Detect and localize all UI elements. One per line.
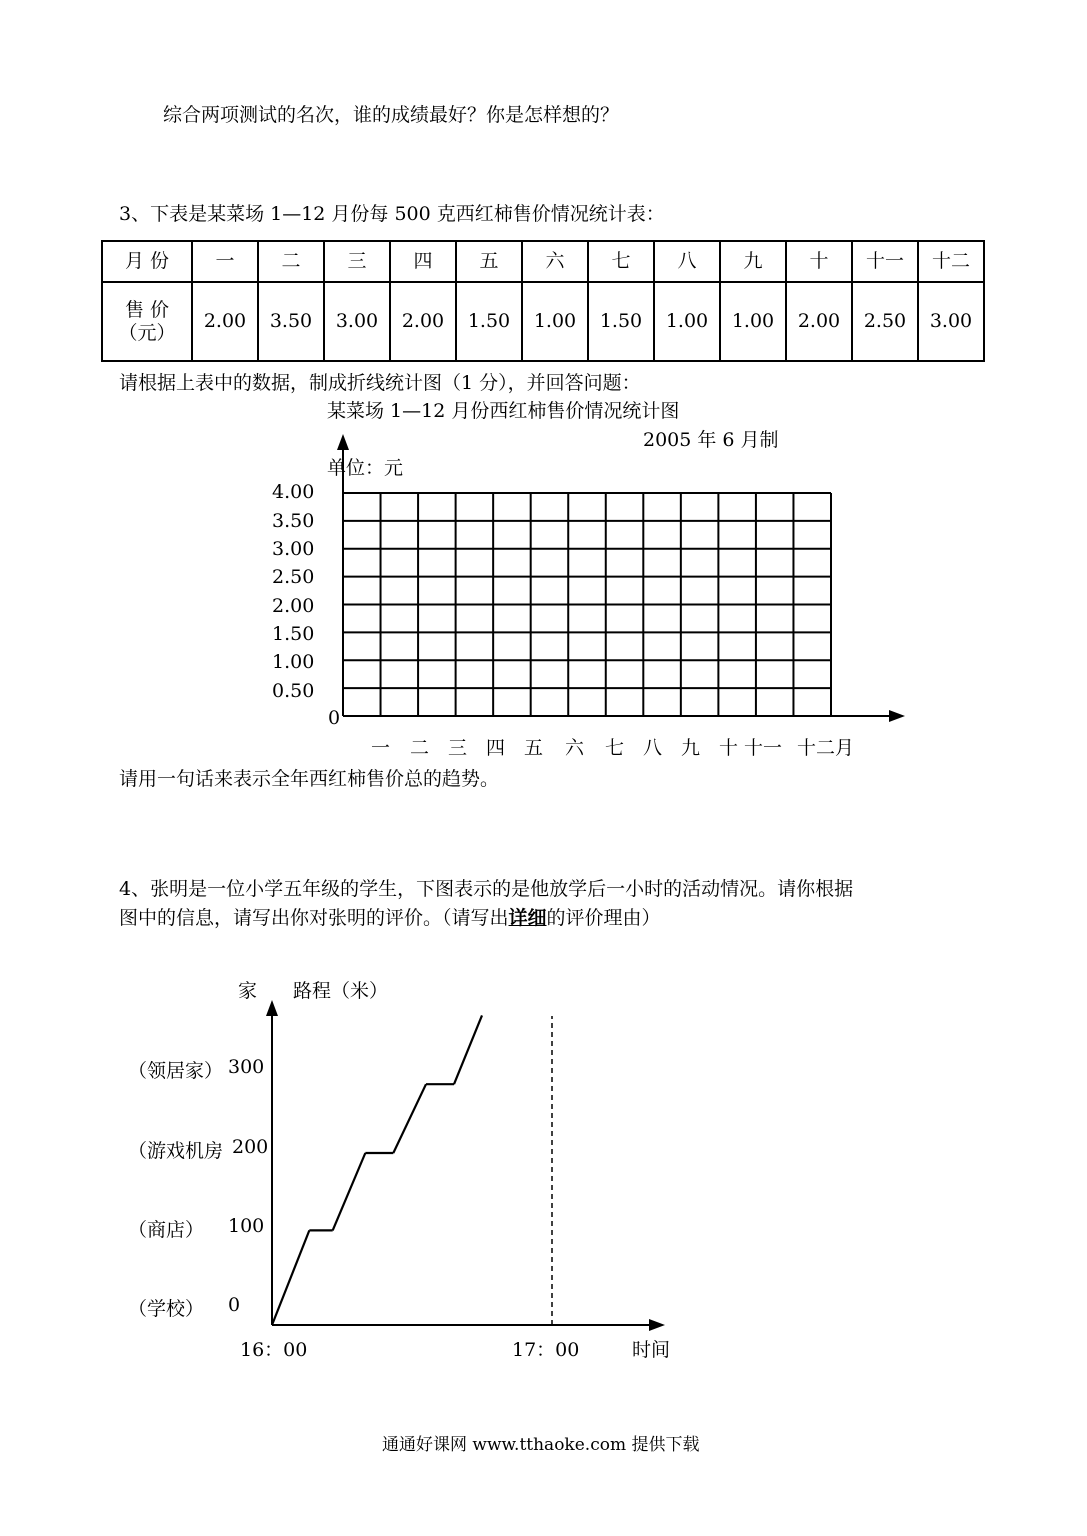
q3-chart-date: 2005 年 6 月制 (643, 429, 779, 451)
month-cell: 五 (456, 241, 522, 282)
q4-y-title: 路程（米） (293, 980, 389, 1002)
price-table (101, 240, 985, 362)
month-cell: 十 (786, 241, 852, 282)
price-cell: 1.00 (654, 282, 720, 361)
arrow-up-icon (266, 1000, 278, 1016)
q4-prompt-before: 图中的信息，请写出你对张明的评价。（请写出 (119, 907, 509, 929)
month-header: 月 份 (102, 241, 192, 282)
month-cell: 二 (258, 241, 324, 282)
q4-x-tick-end: 17：00 (512, 1339, 580, 1361)
q3-grid-lines (343, 493, 831, 716)
month-cell: 四 (390, 241, 456, 282)
q3-y-tick: 0.50 (272, 680, 315, 702)
price-cell: 2.00 (390, 282, 456, 361)
q3-x-tick: 四 (486, 737, 506, 759)
month-cell: 一 (192, 241, 258, 282)
month-cell: 八 (654, 241, 720, 282)
q3-x-tick: 三 (448, 737, 468, 759)
month-cell: 六 (522, 241, 588, 282)
arrow-right-icon (649, 1319, 665, 1331)
q3-x-tick: 十一 (744, 737, 783, 759)
price-header-line1: 售 价 (124, 298, 170, 321)
table-row (102, 282, 984, 361)
series-segment (272, 1230, 309, 1325)
q3-y-tick: 3.50 (272, 510, 315, 532)
q3-instruction: 请根据上表中的数据，制成折线统计图（1 分），并回答问题： (119, 372, 641, 394)
q3-x-tick: 六 (565, 737, 585, 759)
arrow-right-icon (889, 710, 905, 722)
q4-y-title-home: 家 (238, 980, 258, 1002)
q4-value-label: 300 (228, 1056, 265, 1078)
month-cell: 三 (324, 241, 390, 282)
month-cell: 十二 (918, 241, 984, 282)
price-cell: 1.00 (522, 282, 588, 361)
footer-text: 通通好课网 www.tthaoke.com 提供下载 (382, 1435, 700, 1455)
q3-y-tick: 4.00 (272, 481, 315, 503)
intro-question: 综合两项测试的名次，谁的成绩最好？你是怎样想的？ (163, 104, 620, 126)
q4-prompt-line1: 4、张明是一位小学五年级的学生，下图表示的是他放学后一小时的活动情况。请你根据 (119, 878, 854, 900)
q4-place-label: （游戏机房 (128, 1140, 224, 1162)
q3-y-tick: 1.50 (272, 623, 315, 645)
price-cell: 3.50 (258, 282, 324, 361)
q3-x-tick: 八 (643, 737, 663, 759)
price-cell: 1.50 (456, 282, 522, 361)
q3-y-tick: 0 (328, 707, 341, 729)
price-cell: 2.00 (786, 282, 852, 361)
q3-x-tick: 十二月 (797, 737, 855, 759)
series-segment (393, 1084, 426, 1153)
price-cell: 2.00 (192, 282, 258, 361)
q4-prompt-line2 (119, 903, 661, 930)
q4-prompt-after: 的评价理由） (546, 907, 661, 929)
q3-x-tick: 九 (681, 737, 701, 759)
q3-unit-label: 单位：元 (327, 457, 404, 479)
series-segment (454, 1015, 482, 1084)
q3-x-tick: 五 (524, 737, 544, 759)
q3-y-tick: 2.00 (272, 595, 315, 617)
price-cell: 1.00 (720, 282, 786, 361)
q3-x-tick: 一 (371, 737, 391, 759)
q4-place-label: （学校） (128, 1298, 205, 1320)
month-cell: 十一 (852, 241, 918, 282)
price-cell: 2.50 (852, 282, 918, 361)
q4-value-label: 0 (228, 1294, 241, 1316)
q3-y-tick: 3.00 (272, 538, 315, 560)
price-cell: 3.00 (918, 282, 984, 361)
q3-y-tick: 2.50 (272, 566, 315, 588)
q4-value-label: 200 (232, 1136, 269, 1158)
q4-x-title: 时间 (632, 1339, 671, 1361)
price-header (102, 282, 192, 361)
month-cell: 九 (720, 241, 786, 282)
q3-x-tick: 七 (605, 737, 625, 759)
q4-series (272, 1015, 482, 1325)
q4-x-tick-start: 16：00 (240, 1339, 308, 1361)
q3-y-tick: 1.00 (272, 651, 315, 673)
price-cell: 3.00 (324, 282, 390, 361)
series-segment (333, 1153, 366, 1230)
arrow-up-icon (337, 434, 349, 450)
q3-prompt: 3、下表是某菜场 1—12 月份每 500 克西红柿售价情况统计表： (119, 203, 665, 225)
price-header-line2: （元） (118, 321, 176, 344)
q3-x-tick: 二 (410, 737, 430, 759)
q4-place-label: （商店） (128, 1219, 205, 1241)
q4-value-label: 100 (228, 1215, 265, 1237)
q3-chart-title: 某菜场 1—12 月份西红柿售价情况统计图 (327, 400, 680, 422)
table-row (102, 241, 984, 282)
q3-follow-up: 请用一句话来表示全年西红柿售价总的趋势。 (119, 768, 500, 790)
q4-place-label: （领居家） (128, 1060, 224, 1082)
q3-x-tick: 十 (719, 737, 739, 759)
month-cell: 七 (588, 241, 654, 282)
q4-prompt-emphasis: 详细 (508, 907, 547, 929)
price-cell: 1.50 (588, 282, 654, 361)
